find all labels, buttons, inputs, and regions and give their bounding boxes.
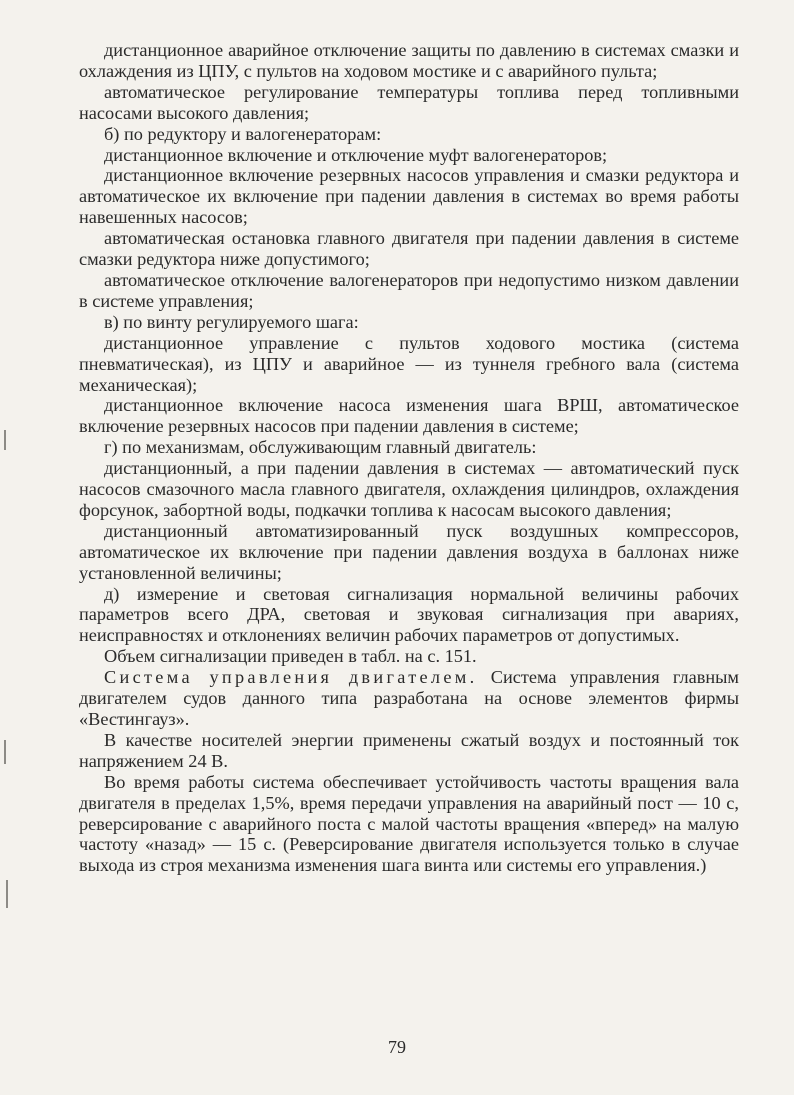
paragraph: автоматическая остановка главного двигателя при падении давления в системе смазки редуктора ниже допустимого; (79, 228, 739, 270)
subheading: в) по винту регулируемого шага: (104, 311, 359, 332)
margin-mark (6, 880, 8, 908)
paragraph: дистанционное включение и отключение муфт валогенераторов; (104, 144, 608, 165)
paragraph: Объем сигнализации приведен в табл. на с. 151. (104, 646, 477, 667)
paragraph: Во время работы система обеспечивает устойчивость частоты вращения вала двигателя в пределах 1,5%, время передачи управления на аварийный пост — 10 с, реверсирование с аварийного поста с малой частоты вращения «вперед» на малую частоту «назад» — 15 с. (Реверсирование двигателя используется только в случае выхода из строя механизма изменения шага винта или системы его управления.) (79, 771, 739, 876)
subheading: б) по редуктору и валогенераторам: (104, 123, 382, 144)
paragraph: дистанционное аварийное отключение защиты по давлению в системах смазки и охлаждения из ЦПУ, с пультов на ходовом мостике и с аварийного пульта; (79, 40, 739, 81)
paragraph: автоматическое регулирование температуры топлива перед топливными насосами высокого давления; (79, 81, 739, 123)
paragraph: дистанционное включение резервных насосов управления и смазки редуктора и автоматическое их включение при падении давления в системах во время работы навешенных насосов; (79, 165, 739, 228)
page-number: 79 (388, 1037, 406, 1057)
section-paragraph (79, 667, 739, 730)
section-heading: Система управления двигателем. (104, 667, 478, 688)
paragraph: д) измерение и световая сигнализация нормальной величины рабочих параметров всего ДРА, световая и звуковая сигнализация при авариях, неисправностях и отклонениях величин рабочих параметров от допустимых. (79, 583, 739, 646)
paragraph: автоматическое отключение валогенераторов при недопустимо низком давлении в системе управления; (79, 269, 739, 311)
paragraph: дистанционный, а при падении давления в системах — автоматический пуск насосов смазочного масла главного двигателя, охлаждения цилиндров, охлаждения форсунок, забортной воды, подкачки топлива к насосам высокого давления; (79, 458, 739, 520)
paragraph-text: Система управления главным двигателем судов данного типа разработана на основе элементов фирмы «Вестингауз». (79, 667, 739, 729)
paragraph: В качестве носителей энергии применены сжатый воздух и постоянный ток напряжением 24 В. (79, 729, 739, 771)
paragraph: дистанционное управление с пультов ходового мостика (система пневматическая), из ЦПУ и аварийное — из туннеля гребного вала (система механическая); (79, 332, 739, 395)
margin-mark (4, 430, 6, 450)
margin-mark (4, 740, 6, 764)
paragraph: дистанционное включение насоса изменения шага ВРШ, автоматическое включение резервных насосов при падении давления в системе; (79, 395, 739, 437)
subheading: г) по механизмам, обслуживающим главный двигатель: (104, 437, 537, 458)
body-text (79, 40, 739, 876)
paragraph: дистанционный автоматизированный пуск воздушных компрессоров, автоматическое их включение при падении давления воздуха в баллонах ниже установленной величины; (79, 520, 739, 583)
